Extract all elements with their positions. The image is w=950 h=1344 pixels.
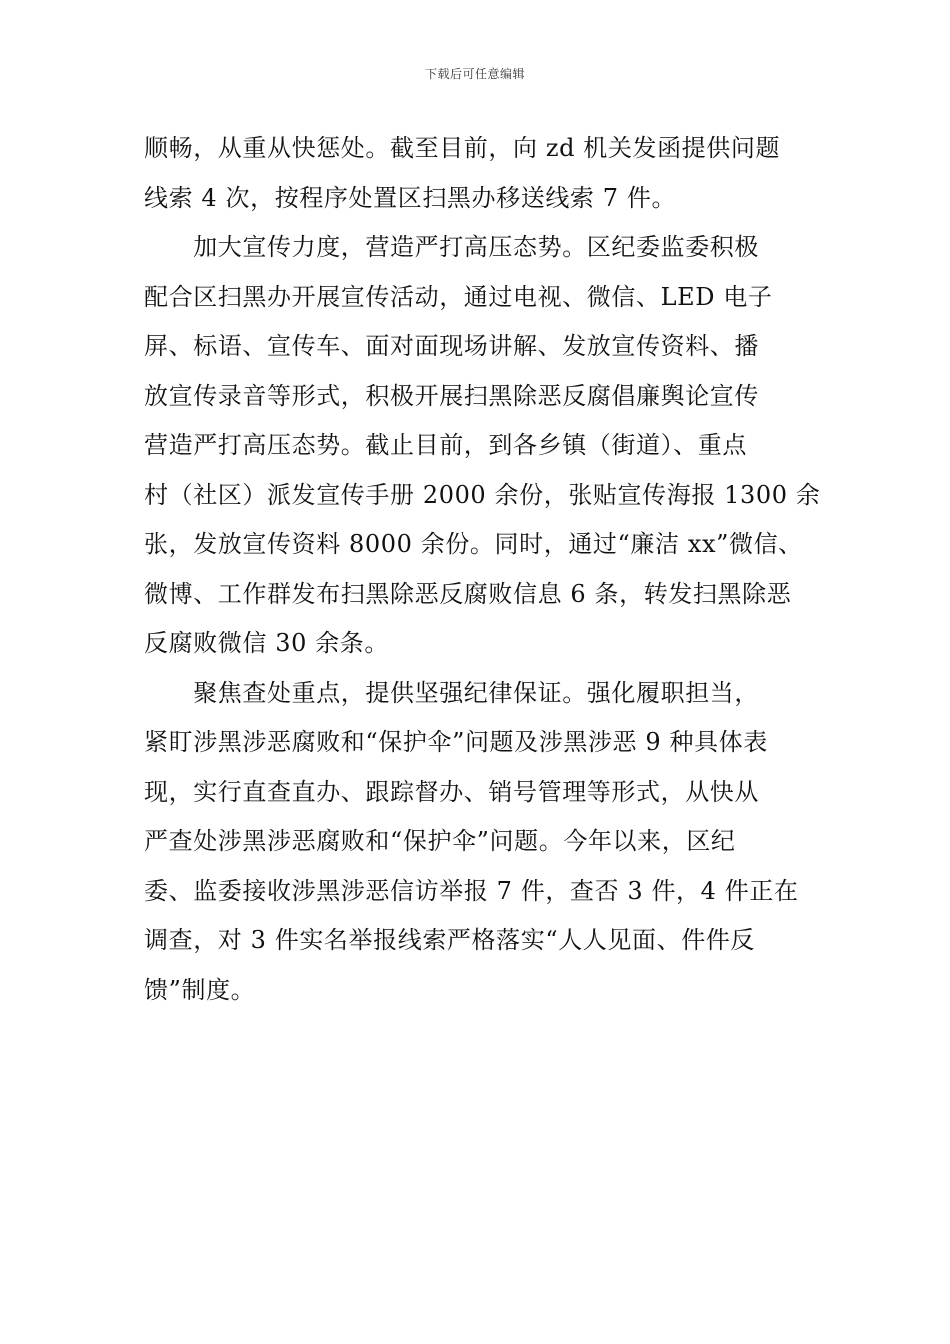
text-line: 微博、工作群发布扫黑除恶反腐败信息 6 条，转发扫黑除恶 xyxy=(144,579,792,608)
text-line: 屏、标语、宣传车、面对面现场讲解、发放宣传资料、播 xyxy=(144,332,759,360)
text-line: 委、监委接收涉黑涉恶信访举报 7 件，查否 3 件，4 件正在 xyxy=(144,876,799,905)
text-line: 线索 4 次，按程序处置区扫黑办移送线索 7 件。 xyxy=(144,183,677,212)
text-line: 营造严打高压态势。截止目前，到各乡镇（街道）、重点 xyxy=(144,431,747,459)
text-line: 紧盯涉黑涉恶腐败和“保护伞”问题及涉黑涉恶 9 种具体表 xyxy=(144,728,768,756)
text-line: 配合区扫黑办开展宣传活动，通过电视、微信、LED 电子 xyxy=(144,282,773,311)
text-line: 严查处涉黑涉恶腐败和“保护伞”问题。今年以来，区纪 xyxy=(144,827,736,855)
text-line: 调查，对 3 件实名举报线索严格落实“人人见面、件件反 xyxy=(144,926,755,954)
document-body xyxy=(144,124,821,1015)
text-line: 张，发放宣传资料 8000 余份。同时，通过“廉洁 xx”微信、 xyxy=(144,530,803,558)
text-line: 反腐败微信 30 余条。 xyxy=(144,629,389,657)
paragraph-first-line: 聚焦查处重点，提供坚强纪律保证。强化履职担当， xyxy=(144,678,759,707)
text-line: 村（社区）派发宣传手册 2000 余份，张贴宣传海报 1300 余 xyxy=(144,480,821,509)
text-line: 放宣传录音等形式，积极开展扫黑除恶反腐倡廉舆论宣传 xyxy=(144,381,759,410)
text-line: 现，实行直查直办、跟踪督办、销号管理等形式，从快从 xyxy=(144,777,759,806)
header-note: 下载后可任意编辑 xyxy=(424,67,525,81)
text-line: 馈”制度。 xyxy=(144,975,256,1004)
text-line: 顺畅，从重从快惩处。截至目前，向 zd 机关发函提供问题 xyxy=(144,134,781,162)
paragraph-first-line: 加大宣传力度，营造严打高压态势。区纪委监委积极 xyxy=(144,233,759,261)
